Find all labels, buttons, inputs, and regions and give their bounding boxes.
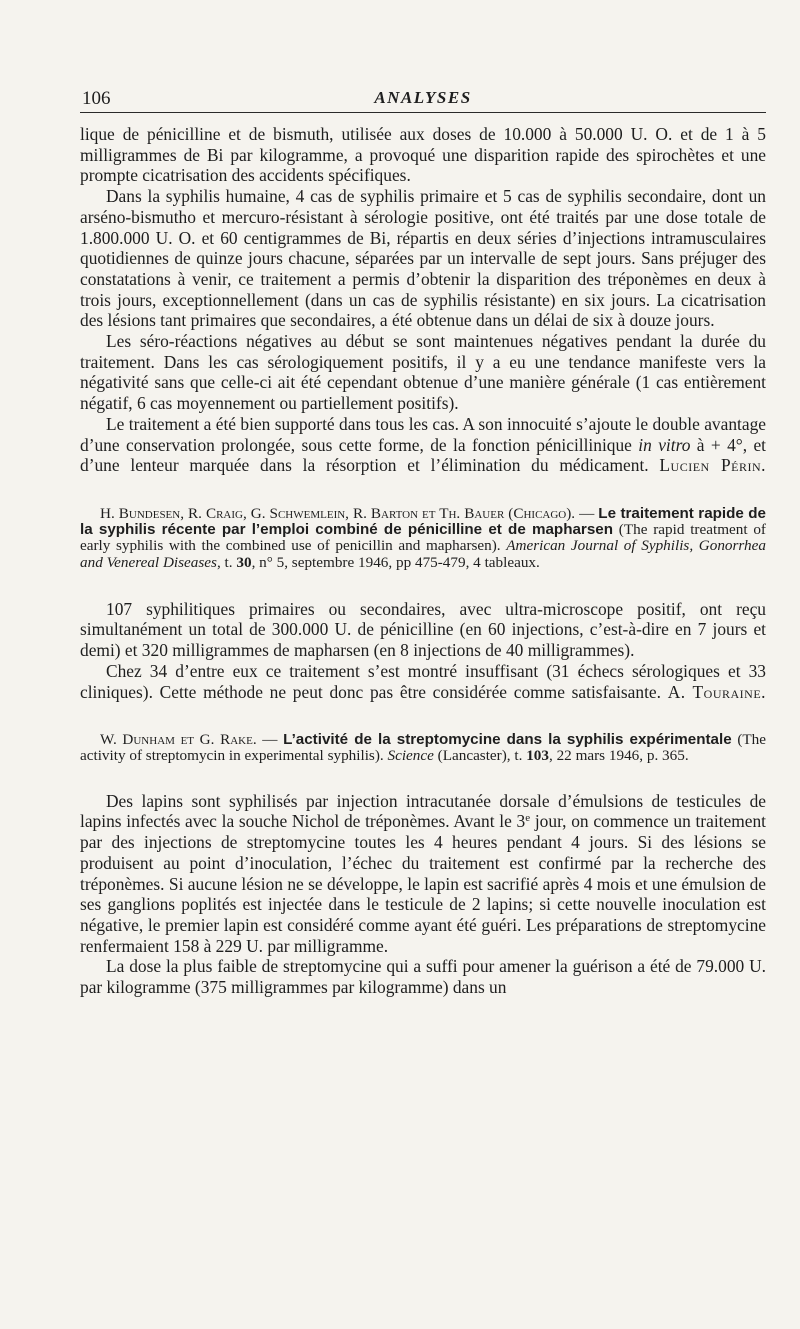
reference-details: , n° 5, septembre 1946, pp 475-479, 4 tableaux. (251, 553, 540, 571)
paragraph-rabbit-experiment: Des lapins sont syphilisés par injection intracutanée dorsale d’émulsions de testicules de lapins infectés avec la souche Nichol de tréponèmes. Avant le 3e jour, on commence un traitement par des injections de streptomycine toutes les 4 heures pendant 4 jours. Si des lésions se produisent au point d’inoculation, l’échec du traitement est confirmé par la recherche des tréponèmes. Si aucune lésion ne se développe, le lapin est sacrifié après 4 mois et une émulsion de ses ganglions poplités est injectée dans le testicule de 2 lapins; si cette nouvelle inoculation est négative, le premier lapin est considéré comme ayant été guéri. Les préparations de streptomycine renfermaient 158 à 229 U. par milligramme. (80, 790, 766, 956)
reference-journal: Science (387, 747, 434, 765)
reference-translation: (The activity of streptomycin in experimental syphilis). (80, 731, 767, 765)
reference-title: L’activité de la streptomycine dans la syphilis expérimentale (283, 731, 732, 749)
page-number: 106 (82, 88, 111, 109)
reference-journal: American Journal of Syphilis, Gonorrhea and Venereal Diseases (80, 537, 766, 571)
reference-volume: 103 (526, 747, 549, 765)
reference-details: , 22 mars 1946, p. 365. (548, 747, 689, 765)
reference-translation: (The rapid treatment of early syphilis with the combined use of penicillin and mapharsen). (80, 521, 766, 555)
reference-volume: 30 (236, 553, 252, 571)
paragraph-lowest-dose: La dose la plus faible de streptomycine qui a suffi pour amener la guérison a été de 79.000 U. par kilogramme (375 milligrammes par kilogramme) dans un (80, 956, 766, 998)
paragraph-sero-reactions: Les séro-réactions négatives au début se sont maintenues négatives pendant la durée du traitement. Dans les cas sérologiquement positifs, il y a eu une tendance manifeste vers la négativité sans que celle-ci ait été cependant obtenue d’une manière générale (1 cas entièrement négatif, 6 cas moyennement ou partiellement positifs). (80, 331, 766, 414)
reference-title: Le traitement rapide de la syphilis récente par l’emploi combiné de pénicilline et de mapharsen (80, 504, 767, 539)
paragraph-mapharsen-results: 107 syphilitiques primaires ou secondaires, avec ultra-microscope positif, ont reçu simultanément un total de 300.000 U. de pénicilline (en 60 injections, c’est-à-dire en 7 jours et demi) et 320 milligrammes de mapharsen (en 8 injections de 40 milligrammes). (80, 598, 766, 661)
running-title: ANALYSES (374, 88, 472, 107)
author-signature: Lucien Périn. (659, 455, 766, 476)
page-header (80, 82, 766, 113)
paragraph-tolerance: Le traitement a été bien supporté dans tous les cas. A son innocuité s’ajoute le double avantage d’une conservation prolongée, sous cette forme, de la fonction pénicillinique in vitro à + 4°, et d’une lenteur marquée dans la résorption et l’élimination du médicament. Lucien Périn. (80, 413, 766, 476)
bibliographic-reference: H. Bundesen, R. Craig, G. Schwemlein, R. Barton et Th. Bauer (Chicago). — Le traitement rapide de la syphilis récente par l’emploi combiné de pénicilline et de mapharsen (The rapid treatment of early syphilis with the combined use of penicillin and mapharsen). American Journal of Syphilis, Gonorrhea and Venereal Diseases, t. 30, n° 5, septembre 1946, pp 475-479, 4 tableaux. (80, 504, 767, 571)
paragraph-mapharsen-conclusion: Chez 34 d’entre eux ce traitement s’est montré insuffisant (31 échecs sérologiques et 33 cliniques). Cette méthode ne peut donc pas être considérée comme satisfaisante. A. Touraine. (80, 660, 767, 702)
article-body (80, 124, 766, 998)
bibliographic-reference: W. Dunham et G. Rake. — L’activité de la streptomycine dans la syphilis expérimentale (The activity of streptomycin in experimental syphilis). Science (Lancaster), t. 103, 22 mars 1946, p. 365. (80, 731, 767, 765)
paragraph-continuation: lique de pénicilline et de bismuth, utilisée aux doses de 10.000 à 50.000 U. O. et de 1 à 5 milligrammes de Bi par kilogramme, a provoqué une disparition rapide des spirochètes et une prompte cicatrisation des accidents spécifiques. (80, 124, 766, 186)
paragraph-human-syphilis: Dans la syphilis humaine, 4 cas de syphilis primaire et 5 cas de syphilis secondaire, dont un arséno-bismutho et mercuro-résistant à sérologie positive, ont été traités par une dose totale de 1.800.000 U. O. et 60 centigrammes de Bi, répartis en deux séries d’injections intramusculaires quotidiennes de quinze jours chacune, séparées par un intervalle de sept jours. Sans préjuger des constatations à venir, ce traitement a permis d’obtenir la disparition des tréponèmes en deux à trois jours, exceptionnellement (dans un cas de syphilis résistante) en six jours. La cicatrisation des lésions tant primaires que secondaires, a été obtenue dans un délai de six à douze jours. (80, 186, 766, 331)
reference-authors: H. Bundesen, R. Craig, G. Schwemlein, R. Barton et Th. Bauer (Chicago). — (100, 504, 595, 522)
in-vitro-term: in vitro (638, 434, 691, 455)
author-signature: A. Touraine. (667, 681, 767, 702)
reference-authors: W. Dunham et G. Rake. — (100, 731, 278, 749)
